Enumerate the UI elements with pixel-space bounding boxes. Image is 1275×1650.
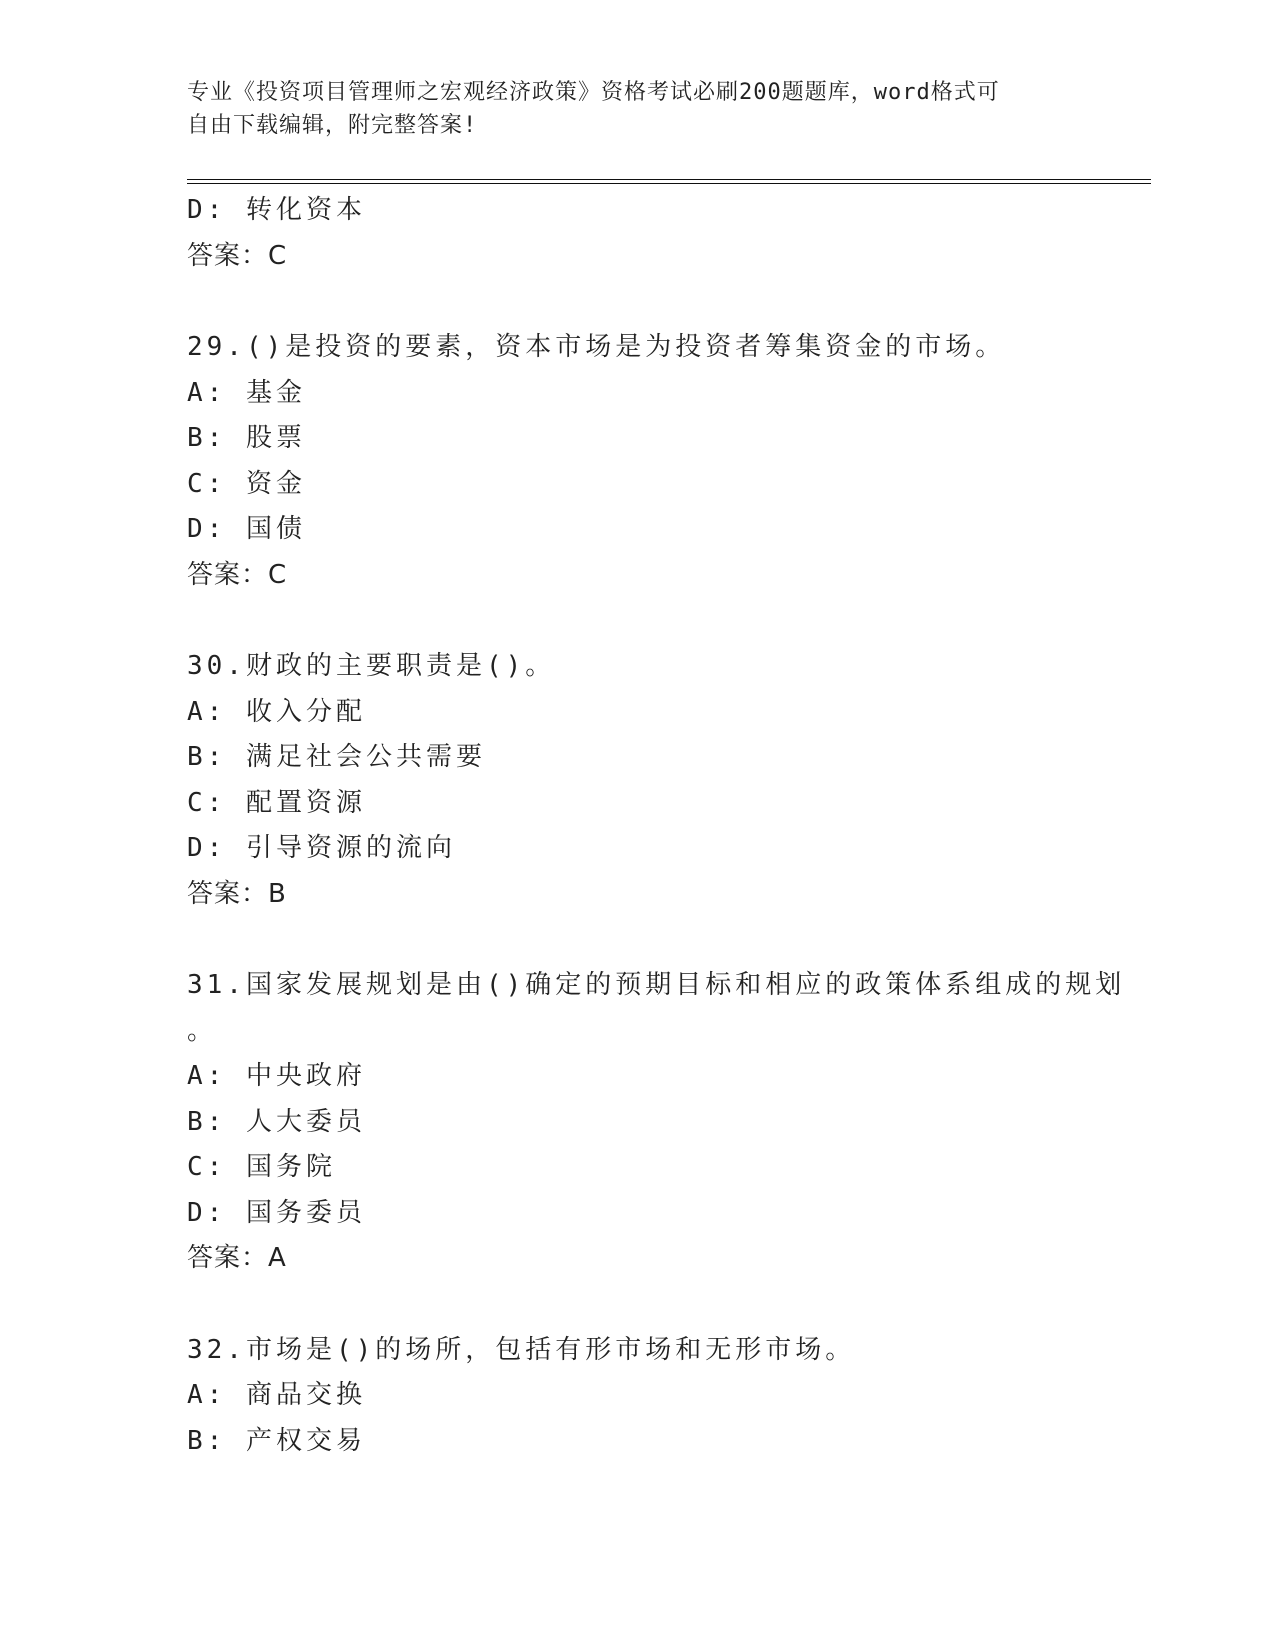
option-b: B: 股票 xyxy=(187,423,306,453)
question-stem: 31.国家发展规划是由()确定的预期目标和相应的政策体系组成的规划 xyxy=(187,970,1126,1000)
answer: 答案：B xyxy=(187,878,287,909)
option-a: A: 中央政府 xyxy=(187,1061,366,1091)
option-a: A: 收入分配 xyxy=(187,696,366,727)
header-rule-bottom xyxy=(187,183,1151,184)
question-30 xyxy=(187,644,1087,917)
option-a: A: 商品交换 xyxy=(187,1380,366,1410)
question-32 xyxy=(187,1328,1087,1465)
option-d: D: 国务委员 xyxy=(187,1197,366,1228)
answer: 答案：C xyxy=(187,240,288,271)
option-b: B: 满足社会公共需要 xyxy=(187,742,486,772)
option-b: B: 产权交易 xyxy=(187,1425,366,1456)
option-c: C: 配置资源 xyxy=(187,787,366,818)
answer: 答案：C xyxy=(187,559,288,590)
answer: 答案：A xyxy=(187,1243,287,1273)
option-b: B: 人大委员 xyxy=(187,1106,366,1137)
option-d: D: 引导资源的流向 xyxy=(187,833,456,863)
spacer xyxy=(187,1282,1087,1328)
spacer xyxy=(187,598,1087,644)
question-28-tail xyxy=(187,188,1087,279)
question-stem: 29.()是投资的要素，资本市场是为投资者筹集资金的市场。 xyxy=(187,332,1006,362)
document-body xyxy=(187,188,1126,1464)
document-header xyxy=(187,76,1067,142)
question-stem: 30.财政的主要职责是()。 xyxy=(187,651,556,681)
option-d: D: 国债 xyxy=(187,514,306,544)
spacer xyxy=(187,917,1087,963)
spacer xyxy=(187,279,1087,325)
header-rule-top xyxy=(187,179,1151,180)
header-line-1: 专业《投资项目管理师之宏观经济政策》资格考试必刷200题题库，word格式可 xyxy=(187,80,1000,105)
option-d: D: 转化资本 xyxy=(187,195,366,225)
question-stem-continued: 。 xyxy=(187,1015,218,1046)
option-c: C: 国务院 xyxy=(187,1152,336,1182)
question-29 xyxy=(187,325,1087,598)
option-a: A: 基金 xyxy=(187,377,306,408)
question-stem: 32.市场是()的场所，包括有形市场和无形市场。 xyxy=(187,1334,856,1365)
header-line-2: 自由下载编辑，附完整答案! xyxy=(187,113,478,138)
option-c: C: 资金 xyxy=(187,468,306,499)
question-31 xyxy=(187,963,1126,1282)
